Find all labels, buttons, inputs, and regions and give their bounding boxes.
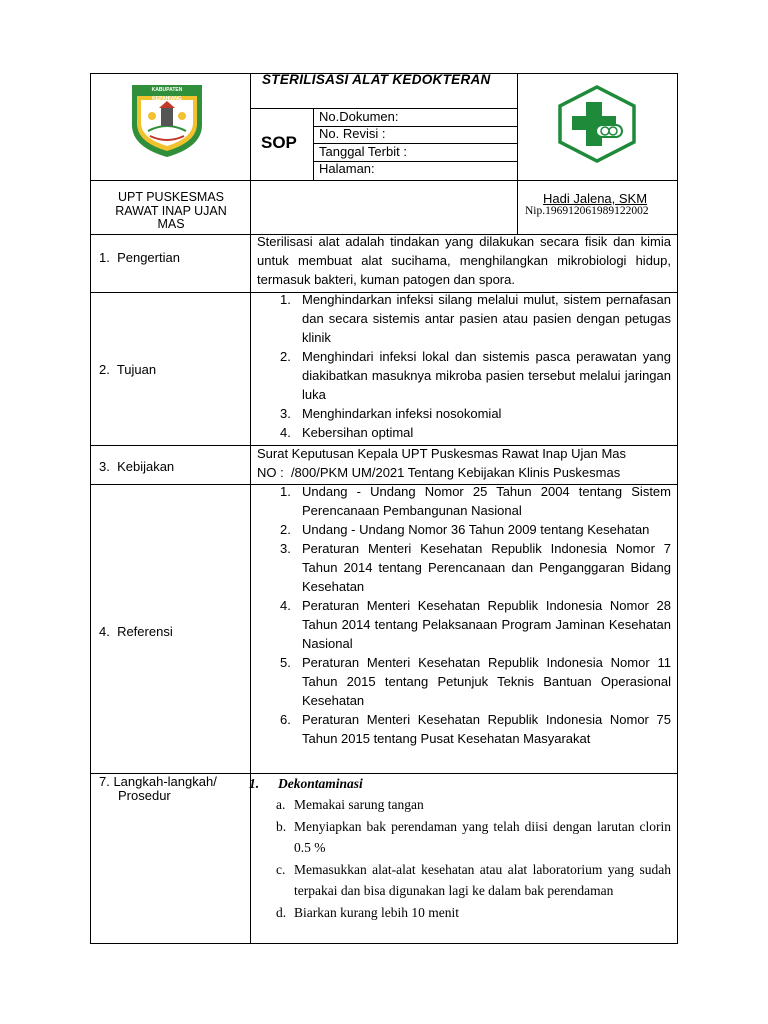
list-item: 2. Undang - Undang Nomor 36 Tahun 2009 tentang Kesehatan — [280, 522, 650, 537]
list-item: c. Memasukkan alat-alat kesehatan atau alat laboratorium yang sudah terpakai dan bisa digunakan lagi ke dalam bak perendaman — [276, 861, 671, 898]
list-item: 1. Menghindarkan infeksi silang melalui mulut, sistem pernafasan dan secara sistemis antar pasien atau pasien dengan petugas klinik — [280, 292, 671, 345]
list-item: 1. Undang - Undang Nomor 25 Tahun 2004 tentang Sistem Perencanaan Pembangunan Nasional — [280, 484, 671, 518]
langkah-list — [250, 794, 671, 923]
section-label-kebijakan: 3. Kebijakan — [99, 459, 175, 474]
doc-field-revision: No. Revisi : — [319, 126, 386, 141]
list-item: 5. Peraturan Menteri Kesehatan Republik Indonesia Nomor 11 Tahun 2015 tentang Petunjuk Teknis Bantuan Operasional Kesehatan — [280, 655, 671, 708]
tujuan-list — [250, 290, 671, 442]
logo-caption: KABUPATEN KEPAHIANG — [151, 87, 183, 102]
list-item: 4. Peraturan Menteri Kesehatan Republik Indonesia Nomor 28 Tahun 2014 tentang Pelaksanaan Program Jaminan Kesehatan Nasional — [280, 598, 671, 651]
sop-title: STERILISASI ALAT KEDOKTERAN — [262, 72, 491, 87]
referensi-list — [250, 482, 671, 748]
list-item: 6. Peraturan Menteri Kesehatan Republik Indonesia Nomor 75 Tahun 2015 tentang Pusat Kesehatan Masyarakat — [280, 712, 671, 746]
section-label-referensi: 4. Referensi — [99, 624, 173, 639]
list-item: 3. Peraturan Menteri Kesehatan Republik Indonesia Nomor 7 Tahun 2014 tentang Perencanaan dan Penganggaran Bidang Kesehatan — [280, 541, 671, 594]
kebijakan-line-1: Surat Keputusan Kepala UPT Puskesmas Rawat Inap Ujan Mas — [257, 446, 627, 461]
section-label-tujuan: 2. Tujuan — [99, 362, 157, 377]
list-item: d. Biarkan kurang lebih 10 menit — [276, 904, 459, 920]
list-item: a. Memakai sarung tangan — [276, 797, 424, 812]
puskesmas-logo — [556, 84, 638, 164]
list-item: 4. Kebersihan optimal — [280, 425, 414, 440]
step-number: 1. — [249, 776, 260, 791]
signer-name: Hadi Jalena, SKM — [543, 191, 648, 206]
step-title: Dekontaminasi — [278, 776, 363, 791]
step-heading — [249, 773, 363, 794]
list-item: b. Menyiapkan bak perendaman yang telah diisi dengan larutan clorin 0.5 % — [276, 818, 671, 855]
kebijakan-line-2: NO : /800/PKM UM/2021 Tentang Kebijakan Klinis Puskesmas — [257, 465, 621, 480]
doc-field-page: Halaman: — [319, 161, 375, 176]
doc-field-number: No.Dokumen: — [319, 109, 399, 124]
list-item: 3. Menghindarkan infeksi nosokomial — [280, 406, 502, 421]
regency-logo — [128, 81, 206, 159]
pengertian-text: Sterilisasi alat adalah tindakan yang dilakukan secara fisik dan kimia untuk membuat alat sucihama, menghilangkan mikrobiologi hidup, termasuk bakteri, kuman patogen dan spora. — [257, 234, 671, 287]
institution-name: UPT PUSKESMAS RAWAT INAP UJAN MAS — [115, 190, 227, 231]
doc-field-issue-date: Tanggal Terbit : — [319, 144, 407, 159]
list-item: 2. Menghindari infeksi lokal dan sistemis pasca perawatan yang diakibatkan masuknya mikroba pasien tersebut melalui jaringan luka — [280, 349, 671, 402]
signer-nip: Nip.196912061989122002 — [525, 205, 649, 217]
section-label-langkah: 7. Langkah-langkah/ Prosedur — [99, 774, 217, 803]
section-label-pengertian: 1. Pengertian — [99, 250, 180, 265]
sop-label: SOP — [261, 133, 297, 152]
